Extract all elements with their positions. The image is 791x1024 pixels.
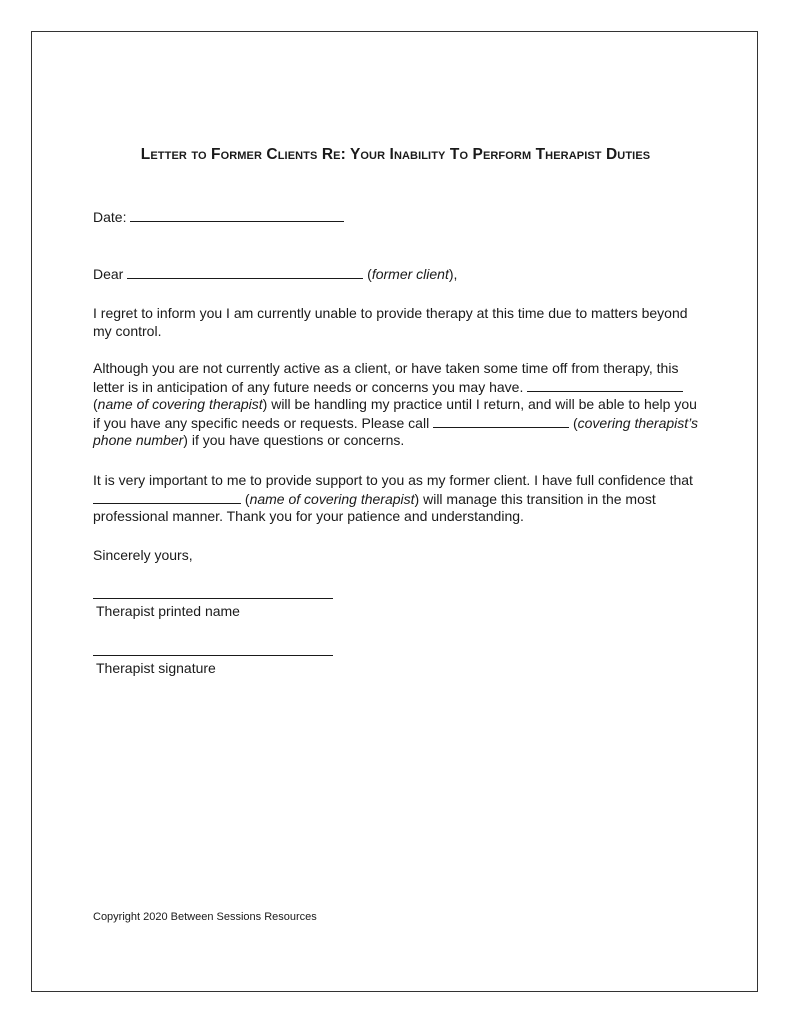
covering-therapist-blank-1[interactable] <box>527 378 683 392</box>
paragraph-2-part-b: ) will be handling my practice until I return, and will be able to help you if you have any specific needs or requests. Please call <box>93 396 697 431</box>
paragraph-3-part-b: ) will manage this transition in the most professional manner. Thank you for your patience and understanding. <box>93 490 656 524</box>
former-client-hint: former client <box>371 266 449 282</box>
paragraph-1: I regret to inform you I am currently unable to provide therapy at this time due to matters beyond my control. <box>93 305 688 339</box>
dear-suffix: ), <box>448 266 458 282</box>
covering-therapist-hint-2: name of covering therapist <box>249 490 415 507</box>
paragraph-2: Although you are not currently active as a client, or have taken some time off from therapy, this letter is in anticipation of any future needs or concerns you may have. (name of covering therapist) will be handling my practice until I return, and will be able to help you if you have any specific needs or requests. Please call (covering therapist’s phone number) if you have questions or concerns. <box>93 360 699 448</box>
printed-name-line[interactable] <box>93 598 333 599</box>
covering-therapist-blank-2[interactable] <box>93 490 241 504</box>
dear-label: Dear <box>93 266 124 282</box>
signature-label: Therapist signature <box>96 660 216 676</box>
date-row <box>93 208 703 227</box>
printed-name-label: Therapist printed name <box>96 603 240 619</box>
paragraph-2-part-c: ) if you have questions or concerns. <box>183 432 405 448</box>
paragraph-3-part-a: It is very important to me to provide support to you as my former client. I have full confidence that <box>93 472 693 488</box>
date-label: Date: <box>93 209 127 225</box>
phone-number-blank[interactable] <box>433 414 569 428</box>
signature-line[interactable] <box>93 655 333 656</box>
date-blank[interactable] <box>130 208 344 222</box>
paragraph-3: It is very important to me to provide support to you as my former client. I have full confidence that (name of covering therapist) will manage this transition in the most professional manner. Thank you for your patience and understanding. <box>93 472 693 524</box>
copyright-footer: Copyright 2020 Between Sessions Resources <box>93 911 317 923</box>
covering-therapist-hint-1: name of covering therapist <box>97 396 263 412</box>
paragraph-2-part-a: Although you are not currently active as a client, or have taken some time off from therapy, this letter is in anticipation of any future needs or concerns you may have. <box>93 360 679 395</box>
letter-title: Letter to Former Clients Re: Your Inability To Perform Therapist Duties <box>140 146 651 163</box>
closing: Sincerely yours, <box>93 547 193 563</box>
salutation-row: Dear (former client), <box>93 266 458 282</box>
client-name-blank[interactable] <box>127 265 363 279</box>
phone-number-hint: covering therapist’s phone number <box>93 414 699 448</box>
